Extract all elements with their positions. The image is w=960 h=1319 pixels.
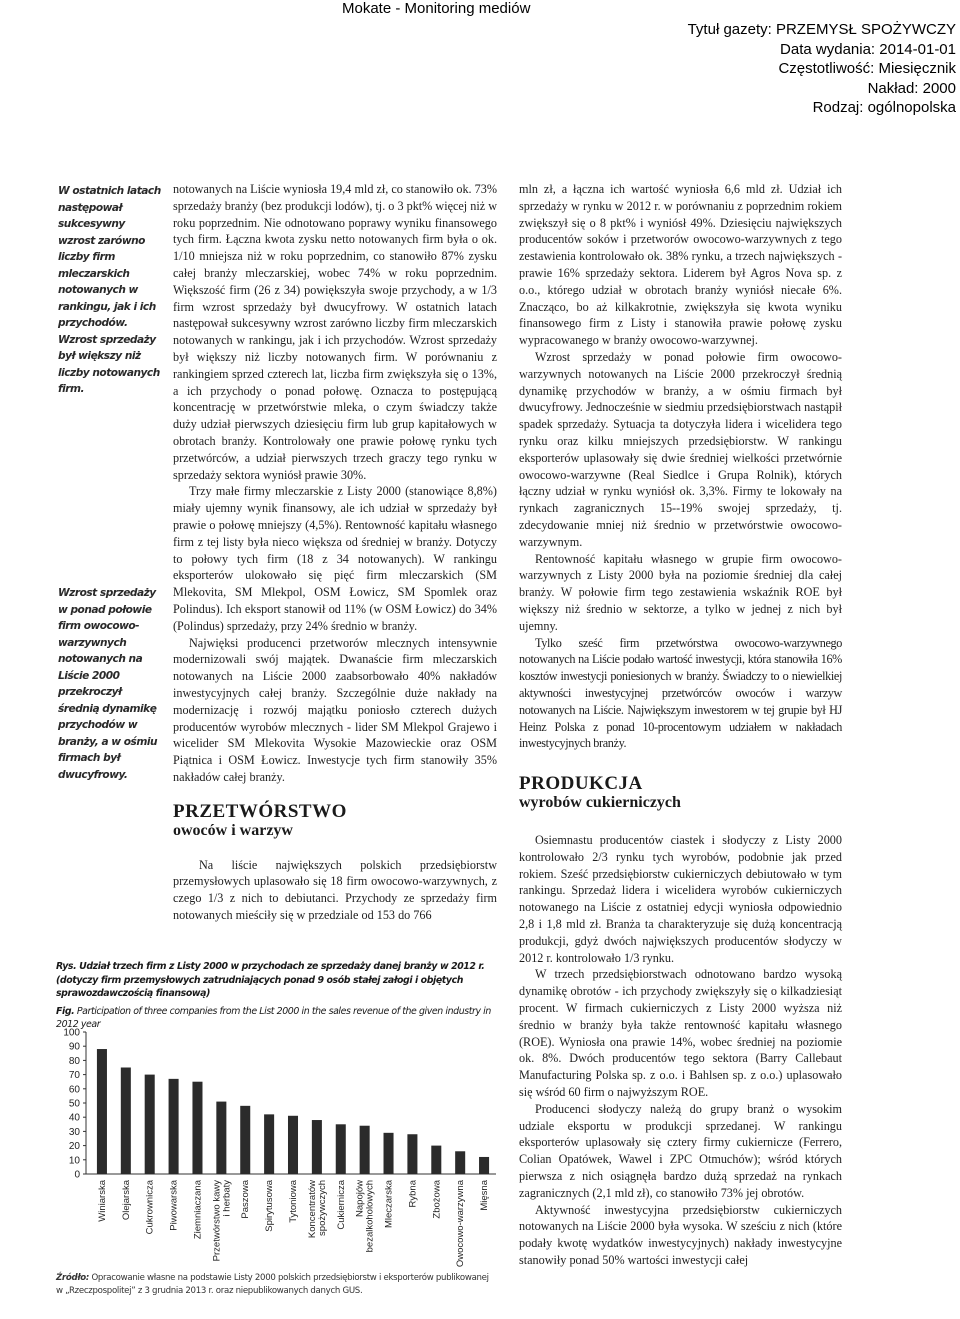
monitoring-header: [0, 0, 960, 130]
meta-newspaper: Tytuł gazety: PRZEMYSŁ SPOŻYWCZY: [687, 21, 956, 38]
paragraph: Rentowność kapitału własnego w grupie firm owocowo-warzywnych z Listy 2000 była na poziomie średniej dla całej branży. W połowie firm tego zestawienia wskaźnik ROE był większy niż średnio w sektorze, a tylko w jednej z nich był ujemny.: [519, 551, 842, 633]
paragraph: notowanych na Liście wyniosła 19,4 mld zł, co stanowiło ok. 73% sprzedaży branży (bez produkcji lodów), tj. o 3 pkt% więcej niż w roku poprzednim. Nie odnotowano poprawy wyniku finansowego tych firm. Łączna kwota zysku netto notowanych firm była o ok. 1/10 mniejsza niż w roku poprzednim, co stanowiło 87% zysku całej branży mleczarskiej, wobec 74% w roku poprzednim. Większość firm (26 z 34) powiększyła swoje przychody, a w 1/3 firm wzrost sprzedaży był dwucyfrowy. W ostatnich latach następował sukcesywny wzrost zarówno liczby firm mleczarskich notowanych w rankingu, jak i ich przychodów. Wzrost sprzedaży był większy niż liczby notowanych firm. W porównaniu z rankingiem sprzed czterech lat, liczba firm zwiększyła się o 13%, a ich przychody o ponad połowę. Oznacza to postępującą koncentrację w przetwórstwie mleka, o czym świadczy także duży udział pierwszych dziesięciu firm lub grup kapitałowych w obrotach branży. Kontrolowały one prawie połowę rynku tych przetwórców, a udział pierwszych trzech graczy tego rynku w sprzedaży sektora wyniósł prawie 30%.: [173, 182, 497, 482]
bar: [431, 1146, 441, 1174]
paragraph: Wzrost sprzedaży w ponad połowie firm owocowo-warzywnych notowanych na Liście 2000 przekroczył średnią dynamikę przychodów w branży, a w ośmiu firmach był dwucyfrowy. Jednocześnie w siedmiu przedsiębiorstwach nastąpił spadek sprzedaży. Sytuacja ta dotyczyła lidera i wicelidera tego rynku oraz kilku mniejszych przedsiębiorstw. W rankingu eksporterów uplasowały się dwie średniej wielkości przetwórnie owocowo-warzywne (Real Siedlce i Grupa Rolnik), których łączny udział w rynku wyniósł ok. 3,3%. Firmy te lokowały na rynkach zagranicznych 15--19% swojej sprzedaży, tj. zdecydowanie mniej niż średnio w przetwórstwie owocowo-warzywnym.: [519, 349, 842, 549]
bar: [97, 1049, 107, 1174]
svg-text:Paszowa: Paszowa: [240, 1180, 252, 1219]
x-tick-label: [407, 1179, 418, 1207]
paragraph: Aktywność inwestycyjna przedsiębiorstw cukierniczych notowanych na Liście 2000 była wysoka. W sześciu z nich (które podały kwotę wydatków inwestycyjnych) nakłady inwestycyjne stanowiły ponad 50% wartości inwestycji całej: [519, 1202, 842, 1268]
svg-text:Napojów: Napojów: [354, 1180, 366, 1217]
bar: [169, 1079, 179, 1174]
x-tick-label: [240, 1179, 251, 1218]
y-tick-label: 20: [68, 1141, 80, 1153]
paragraph: W trzech przedsiębiorstwach odnotowano bardzo wysoką dynamikę obrotów - ich przychody zwiększyły się o kilkadziesiąt procent. W firmach cukierniczych z Listy 2000 wyższa niż średnio w branży była także rentowność kapitału własnego (ROE). Wyniosła ona prawie 14%, wobec średniej na poziomie ok. 8%. Dwóch producentów tego sektora (Barry Callebaut Manufacturing Polska sp. z o.o. i Bahlsen sp. z o.o.) uplasowało się wśród 60 firm o najwyższym ROE.: [519, 967, 842, 1100]
bar: [455, 1151, 465, 1174]
x-tick-label: [264, 1179, 275, 1231]
svg-text:Przetwórstwo kawy: Przetwórstwo kawy: [211, 1180, 223, 1262]
paragraph: Tylko sześć firm przetwórstwa owocowo-warzywnego notowanych na Liście podało wartość inwestycji, która stanowiła 16% kosztów inwestycji poniesionych w branży. Świadczy to o niewielkiej aktywności inwestycyjnej przetwórców owoców i warzyw notowanych na Liście. Największym inwestorem w tej grupie był HJ Heinz Polska z ponad 10-procentowym udziałem w nakładach inwestycyjnych branży.: [519, 635, 842, 751]
y-tick-label: 80: [68, 1055, 80, 1067]
paragraph: Na liście największych polskich przedsiębiorstw przemysłowych uplasowało się 18 firm owocowo-warzywnych, z czego 1/3 z nich to debiutanci. Przychody ze sprzedaży firm notowanych mieściły się w przedziale od 153 do 766: [173, 857, 497, 923]
y-tick-label: 40: [68, 1112, 80, 1124]
svg-text:i herbaty: i herbaty: [221, 1180, 233, 1217]
paragraph: Najwięksi producenci przetworów mlecznych intensywnie modernizowali swój majątek. Dwanaście firm mleczarskich notowanych na Liście 2000 zaabsorbowało 40% nakładów inwestycyjnych całej branży. Szczególnie duże nakłady na modernizację i rozwój majątku poniosło czterech dużych producentów wyrobów mlecznych - lider SM Mlekpol Grajewo i wicelider SM Mlekovita Wysokie Mazowieckie oraz OSM Piątnica i OSM Łowicz. Inwestycje tych firm stanowiły 35% nakładów całej branży.: [173, 635, 497, 784]
svg-text:Tytoniowa: Tytoniowa: [288, 1180, 299, 1223]
meta-date: Data wydania: 2014-01-01: [780, 40, 956, 58]
bar: [121, 1068, 131, 1175]
meta-frequency: Częstotliwość: Miesięcznik: [778, 60, 956, 78]
publication-metadata: [688, 20, 956, 118]
svg-text:Mleczarska: Mleczarska: [383, 1180, 395, 1229]
bar: [216, 1102, 226, 1174]
y-tick-label: 50: [68, 1098, 80, 1110]
x-tick-label: [145, 1179, 156, 1234]
x-tick-label: [307, 1180, 328, 1238]
y-tick-label: 70: [68, 1070, 80, 1082]
x-tick-label: [479, 1179, 490, 1210]
y-tick-label: 30: [68, 1126, 80, 1138]
x-tick-label: [455, 1179, 466, 1267]
bar: [407, 1134, 417, 1174]
paragraph: mln zł, a łączna ich wartość wyniosła 6,6 mld zł. Udział ich sprzedaży w rynku w 2012 r. w porównaniu z poprzednim rokiem zwiększył się o 8 pkt% i wyniósł 49%. Dziesięciu największych producentów soków i przetworów owocowo-warzywnych z tego zestawienia kontrolowało ok. 38% rynku, a trzech największych - prawie 16% sprzedaży sektora. Liderem był Agros Nova sp. z o.o., którego udział w obrotach branży wyniósł niecałe 6%. Znacząco, bo aż kilkakrotnie, zwiększyła się kwota wyniku finansowego firm z Listy i stanowiła prawie połowę zysku wypracowanego w branży owocowo-warzywnej.: [519, 182, 842, 348]
svg-text:Spirytusowa: Spirytusowa: [264, 1180, 276, 1232]
article-column-left: [173, 181, 497, 924]
bar: [264, 1114, 274, 1174]
bar: [360, 1126, 370, 1174]
bar: [312, 1120, 322, 1174]
paragraph: Trzy małe firmy mleczarskie z Listy 2000 (stanowiące 8,8%) miały ujemny wynik finansowy, ale ich udział w sprzedaży był prawie o połowę mniejszy (4,5%). Rentowność kapitału własnego firm z tej listy była nieco większa od średniej w branży. Dotyczy to połowy tych firm (18 z 34 notowanych). W rankingu eksporterów ulokowało się pięć firm mleczarskich (SM Mlekovita, SM Mlekpol, OSM Łowicz, SM Spomlek oraz Polindus). Ich eksport stanowił od 11% (w OSM Łowicz) do 34% (Polindus) sprzedaży, przy 24% średnio w branży.: [173, 484, 497, 633]
x-tick-label: [169, 1179, 180, 1230]
bar: [145, 1075, 155, 1174]
paragraph: Osiemnastu producentów ciastek i słodyczy z Listy 2000 kontrolowało 2/3 rynku tych wyrobów, podobnie jak przed rokiem. Sześć przedsiębiorstw cukierniczych debiutowało w tym rankingu. Sprzedaż lidera i wicelidera wyrobów cukierniczych notowanego na Liście z ostatniej edycji wyniosła odpowiednio 2,8 i 1,8 mld zł. Branża ta charakteryzuje się dużą koncentracją produkcji, gdyż dwóch największych producentów słodyczy w 2012 r. kontrolowało 1/3 rynku.: [519, 833, 842, 965]
svg-text:Mięsna: Mięsna: [479, 1180, 491, 1211]
y-tick-label: 60: [68, 1084, 80, 1096]
svg-text:Zbożowa: Zbożowa: [431, 1180, 443, 1219]
y-tick-label: 10: [68, 1155, 80, 1167]
svg-text:Cukiernicza: Cukiernicza: [335, 1180, 347, 1230]
bar: [240, 1106, 250, 1174]
meta-circulation: Nakład: 2000: [867, 79, 956, 97]
x-tick-label: [97, 1179, 108, 1221]
article-column-right: [519, 181, 842, 1269]
bar: [336, 1124, 346, 1174]
svg-text:Winiarska: Winiarska: [96, 1180, 108, 1222]
bar: [192, 1082, 202, 1174]
pullquote-fruit-veg: Wzrost sprzedaży w ponad połowie firm owocowo-warzywnych notowanych na Liście 2000 przekroczył średnią dynamikę przychodów w branży, a w ośmiu firmach był dwucyfrowy.: [58, 587, 158, 781]
y-tick-label: 0: [74, 1169, 80, 1181]
bar: [479, 1157, 489, 1174]
paragraph: Producenci słodyczy należą do grupy branż o wysokim udziale eksportu w produkcji sprzedanej. W rankingu eksporterów uplasowały się cztery firmy cukiernicze (Ferrero, Colian Opatówek, Wawel i ZPC Otmuchów); wśród których pierwsza z nich osiągnęła bardzo dużą sprzedaż na rynkach zagranicznych (2,1 mld zł), co stanowiło 73% jej obrotów.: [519, 1101, 842, 1200]
x-tick-label: [431, 1179, 442, 1218]
y-tick-label: 100: [63, 1027, 80, 1039]
bar-chart: [56, 1018, 501, 1268]
svg-text:Koncentratów: Koncentratów: [306, 1180, 318, 1239]
x-tick-label: [211, 1180, 232, 1262]
svg-text:Cukrownicza: Cukrownicza: [144, 1180, 156, 1235]
x-tick-label: [288, 1179, 299, 1222]
svg-text:Rybna: Rybna: [407, 1180, 419, 1208]
svg-text:bezalkoholowych: bezalkoholowych: [364, 1180, 376, 1253]
x-tick-label: [336, 1179, 347, 1229]
monitoring-title: Mokate - Monitoring mediów: [342, 0, 531, 17]
x-tick-label: [384, 1179, 395, 1228]
svg-text:Ziemniaczana: Ziemniaczana: [192, 1180, 204, 1240]
x-tick-label: [355, 1180, 376, 1252]
figure-caption-en: Fig. Participation of three companies from the List 2000 in the sales revenue of the given industry in 2012 year: [56, 1005, 491, 1030]
x-tick-label: [192, 1179, 203, 1239]
bar: [288, 1116, 298, 1174]
meta-type: Rodzaj: ogólnopolska: [812, 99, 956, 117]
figure-caption-pl: Rys. Udział trzech firm z Listy 2000 w przychodach ze sprzedaży danej branży w 2012 r. (dotyczy firm przemysłowych zatrudniających ponad 9 osób stałej załogi i objętych sprawozdawczością finansową): [56, 961, 485, 999]
section-heading-confectionery: PRODUKCJA wyrobów cukierniczych: [519, 773, 681, 812]
y-tick-label: 90: [68, 1041, 80, 1053]
bar: [384, 1133, 394, 1174]
x-tick-label: [121, 1179, 132, 1220]
svg-text:Owocowo-warzywna: Owocowo-warzywna: [455, 1180, 467, 1268]
svg-text:Olejarska: Olejarska: [120, 1180, 132, 1221]
section-heading-fruit-veg: PRZETWÓRSTWO owoców i warzyw: [173, 800, 347, 839]
svg-text:spożywczych: spożywczych: [316, 1180, 328, 1236]
figure-source: Źródło: Opracowanie własne na podstawie Listy 2000 polskich przedsiębiorstw i eksporterów publikowanej w „Rzeczpospolitej” z 3 grudnia 2013 r. oraz niepublikowanych danych GUS.: [56, 1273, 489, 1296]
pullquote-dairy: W ostatnich latach następował sukcesywny wzrost zarówno liczby firm mleczarskich notowanych w rankingu, jak i ich przychodów. Wzrost sprzedaży był większy niż liczby notowanych firm.: [58, 185, 161, 395]
svg-text:Piwowarska: Piwowarska: [168, 1180, 180, 1231]
